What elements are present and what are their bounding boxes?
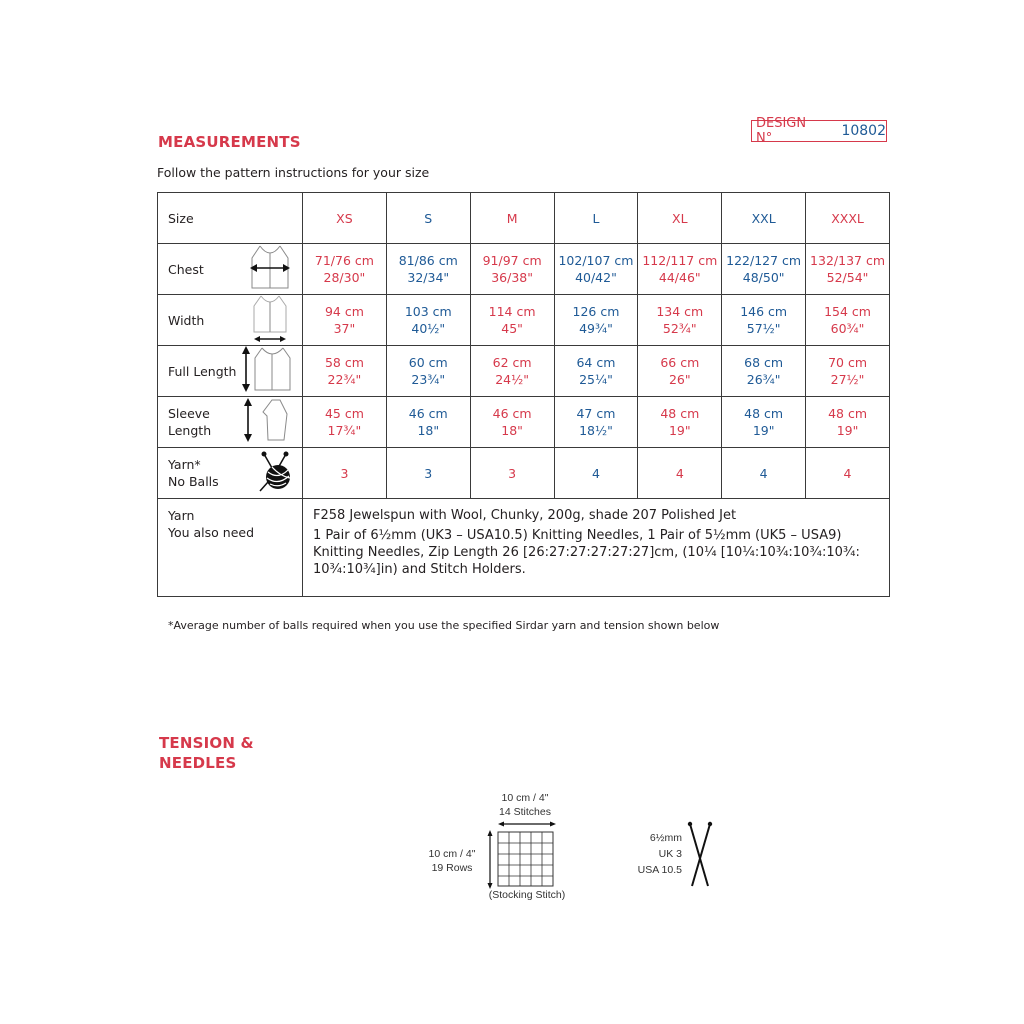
sleeve-in: 19" xyxy=(752,423,775,438)
yarn-balls-value: 4 xyxy=(638,448,722,499)
chest-cm: 81/86 cm xyxy=(398,253,458,268)
materials-labels xyxy=(158,499,303,597)
sleeve-cm: 48 cm xyxy=(660,406,700,421)
design-number: 10802 xyxy=(841,123,886,139)
row-label-cell xyxy=(158,397,303,448)
row-label-cell xyxy=(158,346,303,397)
row-label-line: Yarn* xyxy=(168,457,201,472)
width-in: 40½" xyxy=(411,321,446,336)
length-cm: 70 cm xyxy=(828,355,867,370)
chest-in: 36/38" xyxy=(491,270,533,285)
width-cm: 103 cm xyxy=(404,304,452,319)
table-row-sleeve-length xyxy=(158,397,890,448)
needle-usa: USA 10.5 xyxy=(637,864,682,876)
length-in: 22¾" xyxy=(327,372,362,387)
swatch-height-label xyxy=(412,847,492,875)
chest-in: 32/34" xyxy=(407,270,450,285)
width-cm: 114 cm xyxy=(488,304,536,319)
sleeve-in: 19" xyxy=(668,423,691,438)
rows-count: 19 Rows xyxy=(431,862,473,874)
needle-uk: UK 3 xyxy=(658,848,682,860)
garment-chest-icon xyxy=(246,244,294,294)
chest-in: 40/42" xyxy=(575,270,617,285)
length-cm: 60 cm xyxy=(408,355,448,370)
chest-in: 28/30" xyxy=(323,270,366,285)
sleeve-cm: 46 cm xyxy=(408,406,448,421)
width-cm: 134 cm xyxy=(656,304,704,319)
chest-in: 44/46" xyxy=(658,270,701,285)
also-need-line: 10¾:10¾]in) and Stitch Holders. xyxy=(313,562,526,577)
swatch-width-label xyxy=(480,791,570,819)
stitch-type: (Stocking Stitch) xyxy=(488,889,566,901)
garment-length-icon xyxy=(240,345,296,397)
measurements-heading: MEASUREMENTS xyxy=(158,133,301,151)
chest-cm: 102/107 cm xyxy=(558,253,634,268)
sleeve-cm: 46 cm xyxy=(492,406,532,421)
row-label: Full Length xyxy=(168,363,237,379)
chest-cm: 91/97 cm xyxy=(482,253,542,268)
sleeve-cm: 47 cm xyxy=(576,406,616,421)
sleeve-cm: 45 cm xyxy=(324,406,364,421)
table-row-width xyxy=(158,295,890,346)
materials-values xyxy=(303,499,890,597)
needle-labels xyxy=(620,830,682,878)
chest-cm: 122/127 cm xyxy=(726,253,802,268)
yarn-ball-needles-icon xyxy=(258,450,294,496)
tension-heading-line: NEEDLES xyxy=(159,754,237,772)
subtitle: Follow the pattern instructions for your size xyxy=(157,165,430,180)
garment-width-icon xyxy=(246,294,294,346)
size-header: XXXL xyxy=(806,193,890,244)
table-row-yarn-balls xyxy=(158,448,890,499)
row-label xyxy=(168,456,219,490)
chest-in: 48/50" xyxy=(742,270,785,285)
size-header: XS xyxy=(303,193,387,244)
design-label: DESIGN N° xyxy=(756,116,807,146)
tension-heading-line: TENSION & xyxy=(159,734,254,752)
chest-cm: 112/117 cm xyxy=(642,253,718,268)
footnote: *Average number of balls required when you use the specified Sirdar yarn and tension shown below xyxy=(168,619,720,632)
row-label-cell xyxy=(158,448,303,499)
needle-size: 6½mm xyxy=(649,832,682,844)
sleeve-length-icon xyxy=(242,397,292,447)
size-header: XXL xyxy=(722,193,806,244)
tension-heading xyxy=(159,733,254,773)
sleeve-cm: 48 cm xyxy=(744,406,784,421)
yarn-balls-value: 3 xyxy=(386,448,470,499)
length-in: 25¼" xyxy=(579,372,613,387)
width-cm: 126 cm xyxy=(572,304,620,319)
chest-in: 52/54" xyxy=(826,270,869,285)
also-need-line: Knitting Needles, Zip Length 26 [26:27:27:27:27:27]cm, (10¼ [10¼:10¾:10¾:10¾: xyxy=(313,545,860,560)
width-in: 37" xyxy=(333,321,356,336)
tension-swatch-grid-icon xyxy=(484,820,560,890)
row-label-line: Length xyxy=(168,423,212,438)
measurements-table xyxy=(157,192,890,597)
yarn-value: F258 Jewelspun with Wool, Chunky, 200g, shade 207 Polished Jet xyxy=(313,508,737,523)
width-in: 60¾" xyxy=(830,321,865,336)
yarn-balls-value: 4 xyxy=(806,448,890,499)
row-label-line: No Balls xyxy=(168,474,219,489)
row-label: Width xyxy=(168,312,205,328)
also-need-line: 1 Pair of 6½mm (UK3 – USA10.5) Knitting Needles, 1 Pair of 5½mm (UK5 – USA9) xyxy=(313,528,842,543)
sleeve-in: 18½" xyxy=(579,423,613,438)
table-row-size xyxy=(158,193,890,244)
yarn-balls-value: 3 xyxy=(303,448,387,499)
height-measure: 10 cm / 4" xyxy=(428,848,476,860)
yarn-balls-value: 4 xyxy=(554,448,638,499)
length-cm: 62 cm xyxy=(492,355,532,370)
sleeve-in: 19" xyxy=(836,423,859,438)
size-header: S xyxy=(386,193,470,244)
row-label-line: Sleeve xyxy=(168,406,210,421)
sleeve-in: 18" xyxy=(501,423,523,438)
size-header: L xyxy=(554,193,638,244)
sleeve-in: 18" xyxy=(417,423,440,438)
length-cm: 58 cm xyxy=(324,355,364,370)
crossed-needles-icon xyxy=(685,820,715,890)
width-in: 49¾" xyxy=(579,321,613,336)
length-in: 26" xyxy=(668,372,691,387)
design-number-box xyxy=(751,116,887,146)
length-in: 26¾" xyxy=(746,372,781,387)
size-header: M xyxy=(470,193,554,244)
table-row-full-length xyxy=(158,346,890,397)
stitches-count: 14 Stitches xyxy=(499,806,551,818)
row-label-cell xyxy=(158,244,303,295)
size-label: Size xyxy=(158,193,303,244)
row-label xyxy=(168,405,211,439)
width-in: 52¾" xyxy=(662,321,697,336)
width-in: 57½" xyxy=(746,321,781,336)
width-in: 45" xyxy=(501,321,523,336)
length-in: 24½" xyxy=(495,372,529,387)
chest-cm: 71/76 cm xyxy=(314,253,374,268)
yarn-balls-value: 3 xyxy=(470,448,554,499)
table-row-materials xyxy=(158,499,890,597)
yarn-balls-value: 4 xyxy=(722,448,806,499)
length-in: 23¾" xyxy=(411,372,446,387)
table-row-chest xyxy=(158,244,890,295)
also-need-label: You also need xyxy=(168,525,255,540)
size-header: XL xyxy=(638,193,722,244)
length-cm: 68 cm xyxy=(744,355,784,370)
width-cm: 94 cm xyxy=(324,304,364,319)
width-cm: 146 cm xyxy=(740,304,788,319)
length-cm: 66 cm xyxy=(660,355,700,370)
length-in: 27½" xyxy=(830,372,865,387)
width-cm: 154 cm xyxy=(824,304,871,319)
row-label-cell xyxy=(158,295,303,346)
row-label: Chest xyxy=(168,261,204,277)
length-cm: 64 cm xyxy=(576,355,616,370)
width-measure: 10 cm / 4" xyxy=(501,792,549,804)
sleeve-in: 17¾" xyxy=(327,423,362,438)
yarn-label: Yarn xyxy=(168,508,195,523)
sleeve-cm: 48 cm xyxy=(828,406,867,421)
chest-cm: 132/137 cm xyxy=(810,253,885,268)
